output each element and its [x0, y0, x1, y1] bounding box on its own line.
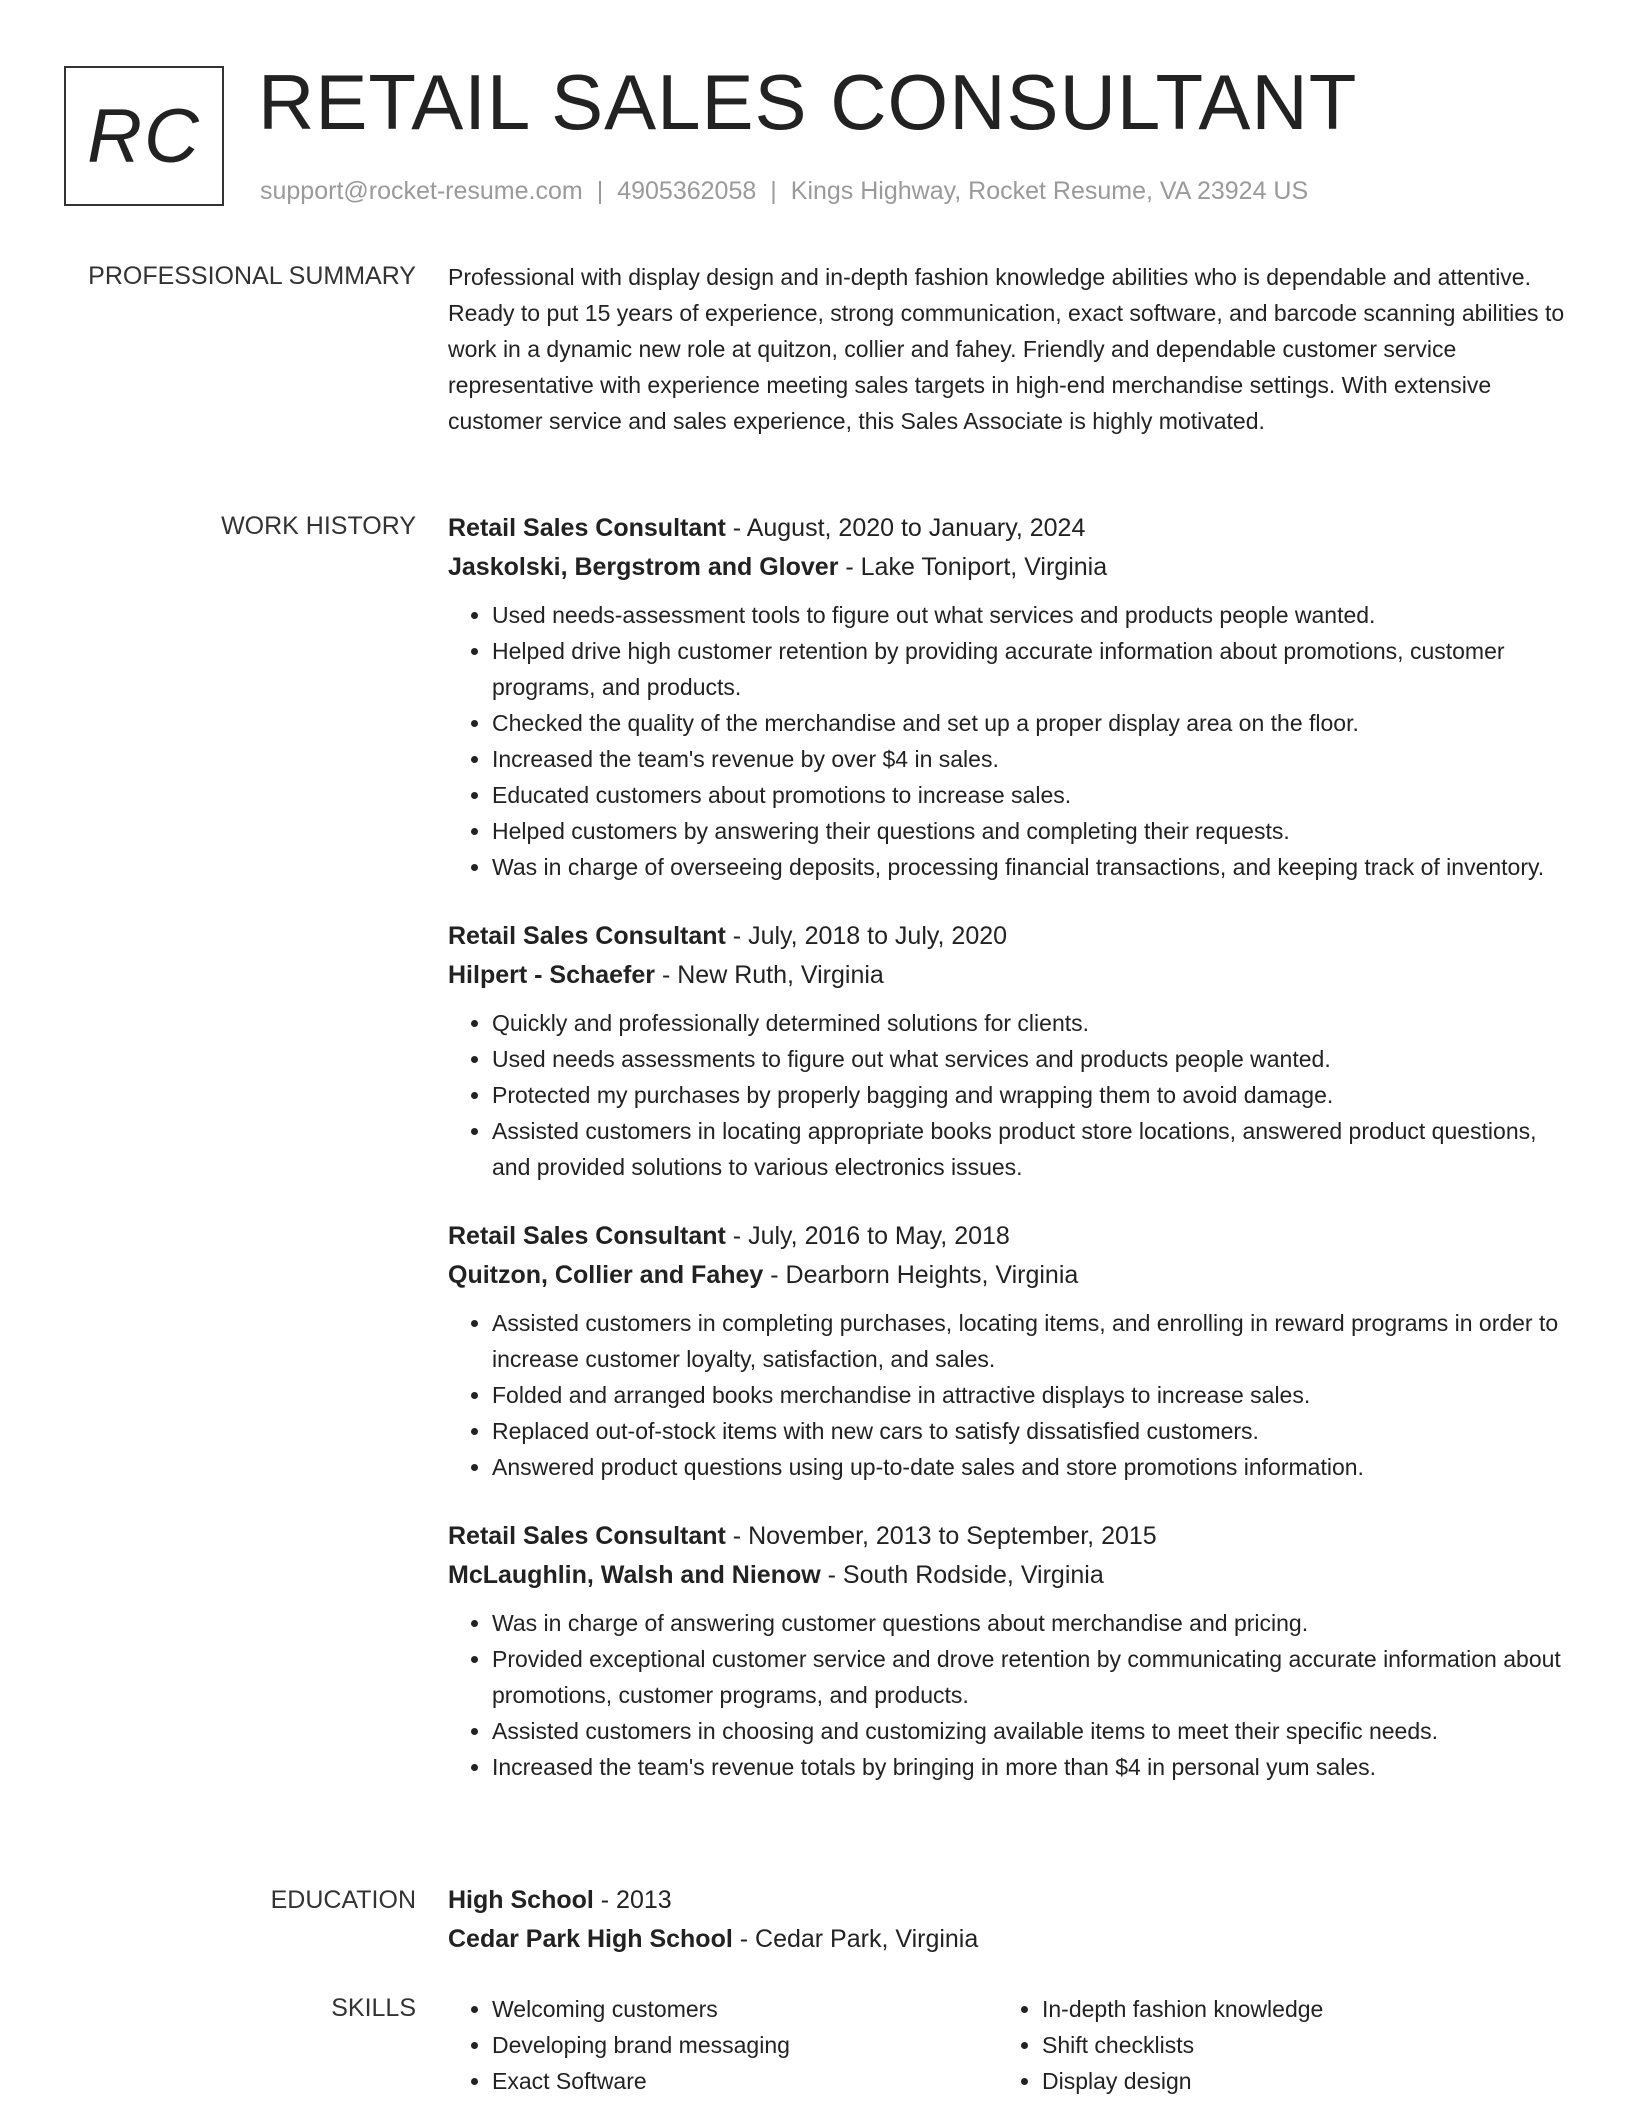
section-skills: [448, 1991, 1568, 2099]
section-label-skills: SKILLS: [331, 1994, 416, 2022]
section-work-history: [448, 509, 1568, 1817]
list-item: • Helped drive high customer retention by providing accurate information about promotions, customer programs, and products.: [492, 633, 1568, 705]
job-title: Retail Sales Consultant: [448, 922, 726, 950]
list-item: • Checked the quality of the merchandise and set up a proper display area on the floor.: [492, 705, 1568, 741]
job-title: Retail Sales Consultant: [448, 1522, 726, 1550]
skills-columns: [448, 1991, 1568, 2099]
job-company-line: [448, 956, 1568, 995]
contact-separator: |: [770, 177, 777, 205]
job-title-line: [448, 917, 1568, 956]
job-entry: [448, 509, 1568, 885]
skills-column-left: [448, 1991, 998, 2099]
job-title-line: [448, 509, 1568, 548]
summary-text: Professional with display design and in-depth fashion knowledge abilities who is dependable and attentive. Ready to put 15 years of experience, strong communication, exact software, and barcode scanning abilities to work in a dynamic new role at quitzon, collier and fahey. Friendly and dependable customer service representative with experience meeting sales targets in high-end merchandise settings. With extensive customer service and sales experience, this Sales Associate is highly motivated.: [448, 264, 1565, 434]
skill-item: • Welcoming customers: [492, 1991, 998, 2027]
skills-list: [448, 1991, 998, 2099]
list-item: • Replaced out-of-stock items with new cars to satisfy dissatisfied customers.: [492, 1413, 1568, 1449]
job-location: - Lake Toniport, Virginia: [838, 553, 1108, 581]
section-label-work: WORK HISTORY: [221, 512, 416, 540]
section-summary: [448, 259, 1568, 439]
page-title: RETAIL SALES CONSULTANT: [258, 58, 1358, 146]
contact-line: [260, 174, 1308, 208]
job-location: - New Ruth, Virginia: [655, 961, 884, 989]
job-company: Quitzon, Collier and Fahey: [448, 1261, 764, 1289]
education-year: - 2013: [593, 1886, 672, 1914]
skill-item: • Developing brand messaging: [492, 2027, 998, 2063]
list-item: • Assisted customers in completing purchases, locating items, and enrolling in reward programs in order to increase customer loyalty, satisfaction, and sales.: [492, 1305, 1568, 1377]
job-entry: [448, 917, 1568, 1185]
list-item: • Provided exceptional customer service and drove retention by communicating accurate information about promotions, customer programs, and products.: [492, 1641, 1568, 1713]
section-label-education: EDUCATION: [270, 1886, 416, 1914]
job-title-line: [448, 1517, 1568, 1556]
job-entry: [448, 1217, 1568, 1485]
job-company-line: [448, 548, 1568, 587]
job-company: McLaughlin, Walsh and Nienow: [448, 1561, 821, 1589]
job-location: - Dearborn Heights, Virginia: [763, 1261, 1079, 1289]
list-item: • Increased the team's revenue by over $4 in sales.: [492, 741, 1568, 777]
contact-address: Kings Highway, Rocket Resume, VA 23924 US: [790, 177, 1309, 205]
job-location: - South Rodside, Virginia: [820, 1561, 1104, 1589]
contact-separator: |: [596, 177, 604, 205]
job-company-line: [448, 1556, 1568, 1595]
skills-column-right: [998, 1991, 1548, 2099]
list-item: • Used needs-assessment tools to figure out what services and products people wanted.: [492, 597, 1568, 633]
job-bullets: [448, 1005, 1568, 1185]
job-bullets: [448, 1305, 1568, 1485]
job-title-line: [448, 1217, 1568, 1256]
job-title: Retail Sales Consultant: [448, 514, 726, 542]
list-item: • Helped customers by answering their questions and completing their requests.: [492, 813, 1568, 849]
skill-item: • In-depth fashion knowledge: [1042, 1991, 1548, 2027]
education-school-line: [448, 1920, 1568, 1959]
education-degree-line: [448, 1881, 1568, 1920]
job-company: Hilpert - Schaefer: [448, 961, 656, 989]
skill-item: • Exact Software: [492, 2063, 998, 2099]
education-school: Cedar Park High School: [448, 1925, 733, 1953]
section-education: [448, 1881, 1568, 1959]
list-item: • Folded and arranged books merchandise in attractive displays to increase sales.: [492, 1377, 1568, 1413]
list-item: • Answered product questions using up-to-date sales and store promotions information.: [492, 1449, 1568, 1485]
job-dates: - July, 2016 to May, 2018: [725, 1222, 1010, 1250]
monogram-logo: RC: [64, 66, 224, 206]
list-item: • Assisted customers in choosing and customizing available items to meet their specific needs.: [492, 1713, 1568, 1749]
job-company: Jaskolski, Bergstrom and Glover: [448, 553, 839, 581]
contact-phone: 4905362058: [617, 177, 757, 205]
job-title: Retail Sales Consultant: [448, 1222, 726, 1250]
job-dates: - August, 2020 to January, 2024: [725, 514, 1086, 542]
list-item: • Was in charge of answering customer questions about merchandise and pricing.: [492, 1605, 1568, 1641]
skill-item: • Display design: [1042, 2063, 1548, 2099]
job-bullets: [448, 1605, 1568, 1785]
list-item: • Educated customers about promotions to increase sales.: [492, 777, 1568, 813]
list-item: • Was in charge of overseeing deposits, processing financial transactions, and keeping track of inventory.: [492, 849, 1568, 885]
job-dates: - July, 2018 to July, 2020: [725, 922, 1008, 950]
job-dates: - November, 2013 to September, 2015: [725, 1522, 1157, 1550]
education-degree: High School: [448, 1886, 594, 1914]
list-item: • Used needs assessments to figure out what services and products people wanted.: [492, 1041, 1568, 1077]
list-item: • Increased the team's revenue totals by bringing in more than $4 in personal yum sales.: [492, 1749, 1568, 1785]
job-bullets: [448, 597, 1568, 885]
list-item: • Protected my purchases by properly bagging and wrapping them to avoid damage.: [492, 1077, 1568, 1113]
section-label-summary: PROFESSIONAL SUMMARY: [88, 262, 416, 290]
list-item: • Assisted customers in locating appropriate books product store locations, answered product questions, and provided solutions to various electronics issues.: [492, 1113, 1568, 1185]
skill-item: • Shift checklists: [1042, 2027, 1548, 2063]
job-company-line: [448, 1256, 1568, 1295]
contact-email: support@rocket-resume.com: [260, 177, 583, 205]
education-location: - Cedar Park, Virginia: [732, 1925, 979, 1953]
list-item: • Quickly and professionally determined solutions for clients.: [492, 1005, 1568, 1041]
skills-list: [998, 1991, 1548, 2099]
job-entry: [448, 1517, 1568, 1785]
